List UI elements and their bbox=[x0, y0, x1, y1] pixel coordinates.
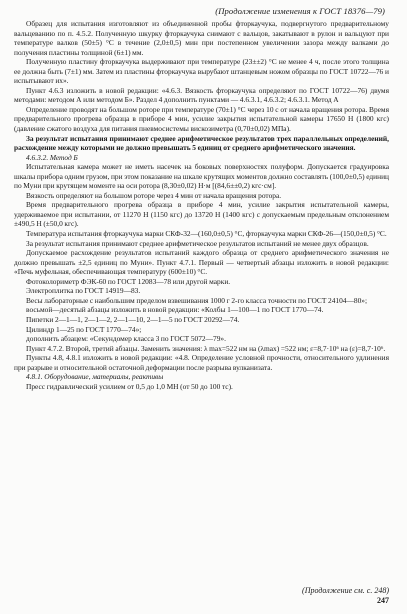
paragraph: Электроплитка по ГОСТ 14919—83. bbox=[26, 286, 141, 296]
continuation-note: (Продолжение см. с. 248) bbox=[302, 586, 389, 595]
paragraph: Фотоколориметр ФЭК-60 по ГОСТ 12083—78 или другой марки. bbox=[26, 276, 231, 286]
paragraph: Пункт 4.6.3 изложить в новой редакции: «4.6.3. Вязкость фторкаучука определяют по ГОСТ 10722—76) двумя методами: методом А или методом Б». Раздел 4 дополнить пунктами — 4.6.3.1, 4.6.3.2; 4.6.3.1. Метод А bbox=[14, 85, 389, 105]
paragraph: Пипетки 2—1—1, 2—1—2, 2—1—10, 2—1—5 по ГОСТ 20292—74. bbox=[26, 314, 240, 324]
paragraph: Вязкость определяют на большом роторе через 4 мин от начала вращения ротора. bbox=[26, 190, 282, 200]
document-body bbox=[14, 19, 389, 391]
paragraph: Температура испытания фторкаучука марки СКФ-32—(160,0±0,5) °С, фторкаучука марки СКФ-26—(150,0±0,5) °С. bbox=[26, 229, 387, 239]
paragraph: Цилиндр 1—25 по ГОСТ 1770—74»; bbox=[26, 324, 142, 334]
page-number: 247 bbox=[377, 596, 389, 605]
paragraph: Полученную пластину фторкаучука выдерживают при температуре (23±±2) °С не менее 4 ч, после этого толщина ее должна быть (7±1) мм. Затем из пластины фторкаучука вырубают штанцевым ножом образцы по ГОСТ 10722—76 и испытывают их». bbox=[14, 57, 389, 86]
paragraph-emphasized: За результат испытания принимают среднее арифметическое результатов трех параллельных определений, расхождение между которыми не должно превышать 5 единиц от среднего арифметического значения. bbox=[14, 133, 389, 153]
paragraph: Время предварительного прогрева образца в приборе 4 мин, усилие закрытия испытательной камеры, удерживаемое при испытании, от 11270 Н (1150 кгс) до 13720 Н (1400 кгс) с допускаемым предельным отклонением ±490,5 Н (±50,0 кгс). bbox=[14, 200, 389, 229]
paragraph: Пункт 4.7.2. Второй, третий абзацы. Заменить значения: λ max=522 нм на (λmax) =522 нм; ε=8,7·10⁶ на (ε)=8,7·10⁶. bbox=[26, 343, 386, 353]
paragraph: За результат испытания принимают среднее арифметическое результатов испытаний не менее двух образцов. bbox=[26, 238, 369, 248]
paragraph: Испытательная камера может не иметь насечек на боковых поверхностях полуформ. Допускается градуировка шкалы прибора одним грузом, при этом показание на шкале крутящих моментов должно составлять (100,0±0,5) единиц по Муни при крутящем моменте на оси ротора (8,30±0,02) Н·м [(84,6±±0,2) кгс·см]. bbox=[14, 162, 389, 191]
paragraph: Пункты 4.8, 4.8.1 изложить в новой редакции: «4.8. Определение условной прочности, относительного удлинения при разрыве и относительной остаточной деформации после разрыва вулканизата. bbox=[14, 353, 389, 372]
subsection-heading: 4.8.1. Оборудование, материалы, реактивы bbox=[26, 372, 164, 382]
subsection-heading: 4.6.3.2. Метод Б bbox=[26, 152, 78, 162]
paragraph: Весы лабораторные с наибольшим пределом взвешивания 1000 г 2-го класса точности по ГОСТ 24104—80»; bbox=[26, 295, 368, 305]
page-header: (Продолжение изменения к ГОСТ 18376—79) bbox=[215, 6, 385, 16]
paragraph: Образец для испытания изготовляют из объединенной пробы фторкаучука, подвергнутого предварительному вальцеванию по п. 4.5.2. Полученную шкурку фторкаучука снимают с вальцов, закатывают в рулон и вальцуют при температуре валков (50±5) °С в течение (2,0±0,5) мин при постепенном увеличении зазора между валками до получения пластины толщиной (6±1) мм. bbox=[14, 19, 389, 57]
paragraph: Пресс гидравлический усилием от 0,5 до 1,0 МН (от 50 до 100 тс). bbox=[26, 381, 233, 391]
paragraph: Допускаемое расхождение результатов испытаний каждого образца от среднего арифметического значения не должно превышать ±2,5 единиц по Муни». Пункт 4.7.1. Первый — четвертый абзацы изложить в новой редакции: «Печь муфельная, обеспечивающая температуру (600±10) °С. bbox=[14, 248, 389, 277]
paragraph: дополнить абзацем: «Секундомер класса 3 по ГОСТ 5072—79». bbox=[26, 334, 226, 344]
paragraph: восьмой—десятый абзацы изложить в новой редакции: «Колбы 1—100—1 по ГОСТ 1770—74. bbox=[26, 305, 324, 315]
paragraph: Определение проводят на большом роторе при температуре (70±1) °С через 10 с от начала вращения ротора. Время предварительного прогрева образца в приборе 4 мин, усилие закрытия испытательной камеры 17650 Н (1800 кгс) (давление сжатого воздуха для питания пневмосистемы вискозиметра (0,70±0,02) МПа). bbox=[14, 104, 389, 134]
page-footer bbox=[14, 586, 389, 608]
